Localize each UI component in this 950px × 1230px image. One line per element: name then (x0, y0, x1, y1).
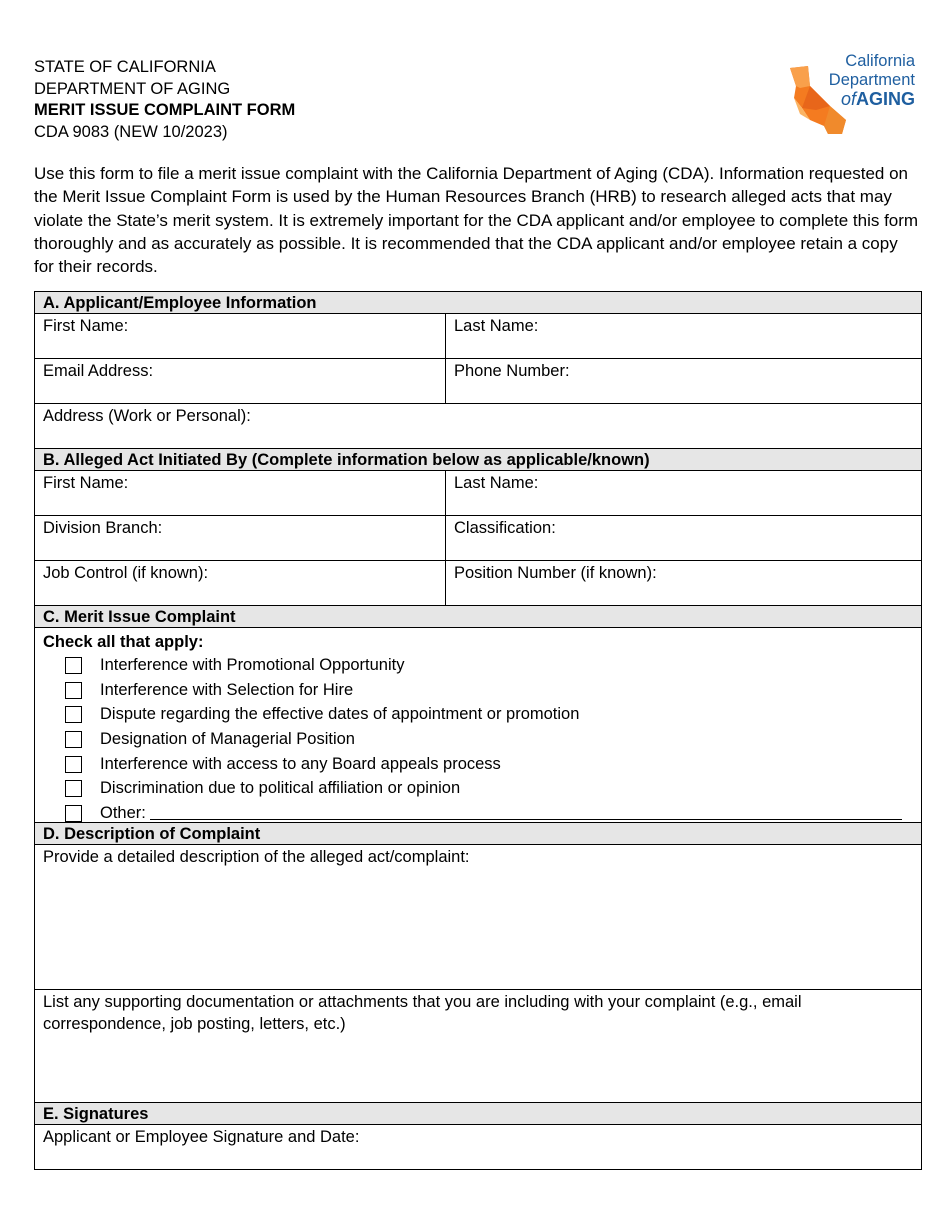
complaint-checklist (35, 628, 921, 823)
checkbox-item (43, 776, 913, 801)
logo-aging: AGING (855, 89, 915, 109)
logo-of: of (840, 89, 856, 109)
position-number-field[interactable]: Position Number (if known): (454, 564, 657, 582)
managerial-position-checkbox[interactable] (65, 731, 82, 748)
applicant-address-field[interactable]: Address (Work or Personal): (43, 407, 251, 425)
checkbox-label: Discrimination due to political affiliation or opinion (100, 779, 461, 798)
other-label: Other: (100, 803, 146, 822)
job-control-field[interactable]: Job Control (if known): (35, 561, 446, 605)
logo-line1: California (845, 52, 915, 70)
section-a-row-contact (35, 359, 921, 404)
complaint-description-field[interactable]: Provide a detailed description of the alleged act/complaint: (43, 848, 470, 866)
checkbox-item (43, 702, 913, 727)
complaint-form (34, 291, 922, 1170)
check-all-label: Check all that apply: (43, 633, 204, 651)
section-b-row-position (35, 561, 921, 606)
section-e-row-signature (35, 1125, 921, 1169)
logo-line3 (841, 89, 915, 110)
signature-date-field[interactable]: Applicant or Employee Signature and Date: (43, 1128, 360, 1146)
effective-dates-checkbox[interactable] (65, 706, 82, 723)
board-appeals-checkbox[interactable] (65, 756, 82, 773)
checkbox-item (43, 727, 913, 752)
state-name: STATE OF CALIFORNIA (34, 58, 216, 76)
department-name: DEPARTMENT OF AGING (34, 79, 231, 98)
other-checkbox[interactable] (65, 805, 82, 822)
checkbox-label: Designation of Managerial Position (100, 729, 355, 748)
section-b-row-division (35, 516, 921, 561)
applicant-first-name-field[interactable]: First Name: (35, 314, 446, 358)
intro-paragraph: Use this form to file a merit issue complaint with the California Department of Aging (CDA). Information requested on the Merit Issue Complaint Form is used by the Human Resources Branch (HRB) to research alleged acts that may violate the State’s merit system. It is extremely important for the CDA applicant and/or employee to complete this form thoroughly and as accurately as possible. It is recommended that the CDA applicant and/or employee retain a copy for their records. (34, 164, 919, 277)
other-text-line[interactable] (150, 806, 902, 820)
section-a-row-address (35, 404, 921, 449)
political-affiliation-checkbox[interactable] (65, 780, 82, 797)
checkbox-item (43, 653, 913, 678)
checkbox-item (43, 678, 913, 703)
initiator-first-name-field[interactable]: First Name: (35, 471, 446, 515)
selection-for-hire-checkbox[interactable] (65, 682, 82, 699)
section-b-row-name (35, 471, 921, 516)
classification-field[interactable]: Classification: (454, 519, 556, 537)
checkbox-label: Dispute regarding the effective dates of appointment or promotion (100, 705, 580, 724)
checkbox-label: Interference with Selection for Hire (100, 680, 354, 699)
division-branch-field[interactable]: Division Branch: (35, 516, 446, 560)
section-a-row-name (35, 314, 921, 359)
checkbox-label: Interference with Promotional Opportunity (100, 655, 405, 674)
section-e-header: E. Signatures (35, 1103, 921, 1125)
section-d-row-description (35, 845, 921, 990)
supporting-documentation-field[interactable]: List any supporting documentation or attachments that you are including with your complaint (e.g., email correspondence, job posting, letters, etc.) (43, 993, 802, 1033)
section-a-header: A. Applicant/Employee Information (35, 292, 921, 314)
promotional-opportunity-checkbox[interactable] (65, 657, 82, 674)
form-title: MERIT ISSUE COMPLAINT FORM (34, 101, 296, 119)
cda-logo (786, 50, 926, 140)
section-b-header: B. Alleged Act Initiated By (Complete information below as applicable/known) (35, 449, 921, 471)
section-c-header: C. Merit Issue Complaint (35, 606, 921, 628)
document-header (34, 57, 295, 143)
applicant-email-field[interactable]: Email Address: (35, 359, 446, 403)
section-d-row-documentation (35, 990, 921, 1103)
applicant-phone-field[interactable]: Phone Number: (454, 362, 570, 380)
form-number: CDA 9083 (NEW 10/2023) (34, 122, 228, 141)
initiator-last-name-field[interactable]: Last Name: (454, 474, 539, 492)
checkbox-label: Interference with access to any Board appeals process (100, 754, 501, 773)
checkbox-item (43, 752, 913, 777)
applicant-last-name-field[interactable]: Last Name: (454, 317, 539, 335)
section-d-header: D. Description of Complaint (35, 823, 921, 845)
logo-line2: Department (828, 71, 915, 89)
